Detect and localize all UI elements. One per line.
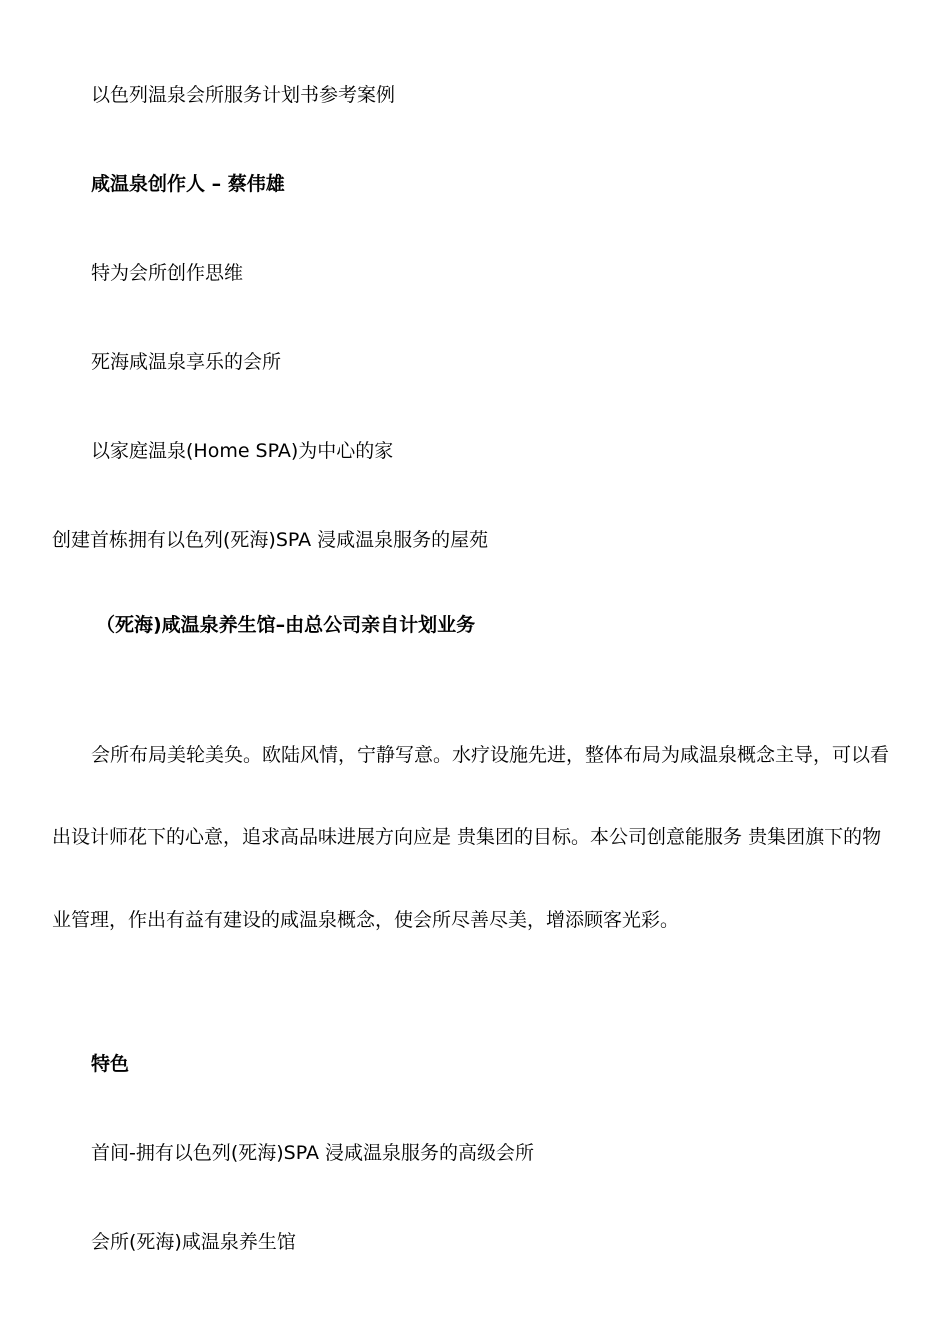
document-title: 以色列温泉会所服务计划书参考案例 [91,84,396,106]
author-line: 咸温泉创作人 – 蔡伟雄 [91,173,285,195]
subtitle-line-2: 死海咸温泉享乐的会所 [91,351,282,373]
paragraph-line-2: 出设计师花下的心意，追求高品味进展方向应是 贵集团的目标。本公司创意能服务 贵集团旗下的物 [52,826,882,848]
section-heading: （死海)咸温泉养生馆–由总公司亲自计划业务 [96,614,476,636]
feature-item-1: 首间-拥有以色列(死海)SPA 浸咸温泉服务的高级会所 [91,1142,535,1164]
subtitle-line-3: 以家庭温泉(Home SPA)为中心的家 [91,440,394,462]
subtitle-line-1: 特为会所创作思维 [91,262,244,284]
subtitle-line-4: 创建首栋拥有以色列(死海)SPA 浸咸温泉服务的屋苑 [52,529,489,551]
feature-item-2: 会所(死海)咸温泉养生馆 [91,1231,296,1253]
paragraph-line-3: 业管理，作出有益有建设的咸温泉概念，使会所尽善尽美，增添顾客光彩。 [52,909,680,931]
paragraph-line-1: 会所布局美轮美奂。欧陆风情，宁静写意。水疗设施先进，整体布局为咸温泉概念主导，可以看 [91,744,890,766]
features-heading: 特色 [91,1053,130,1075]
